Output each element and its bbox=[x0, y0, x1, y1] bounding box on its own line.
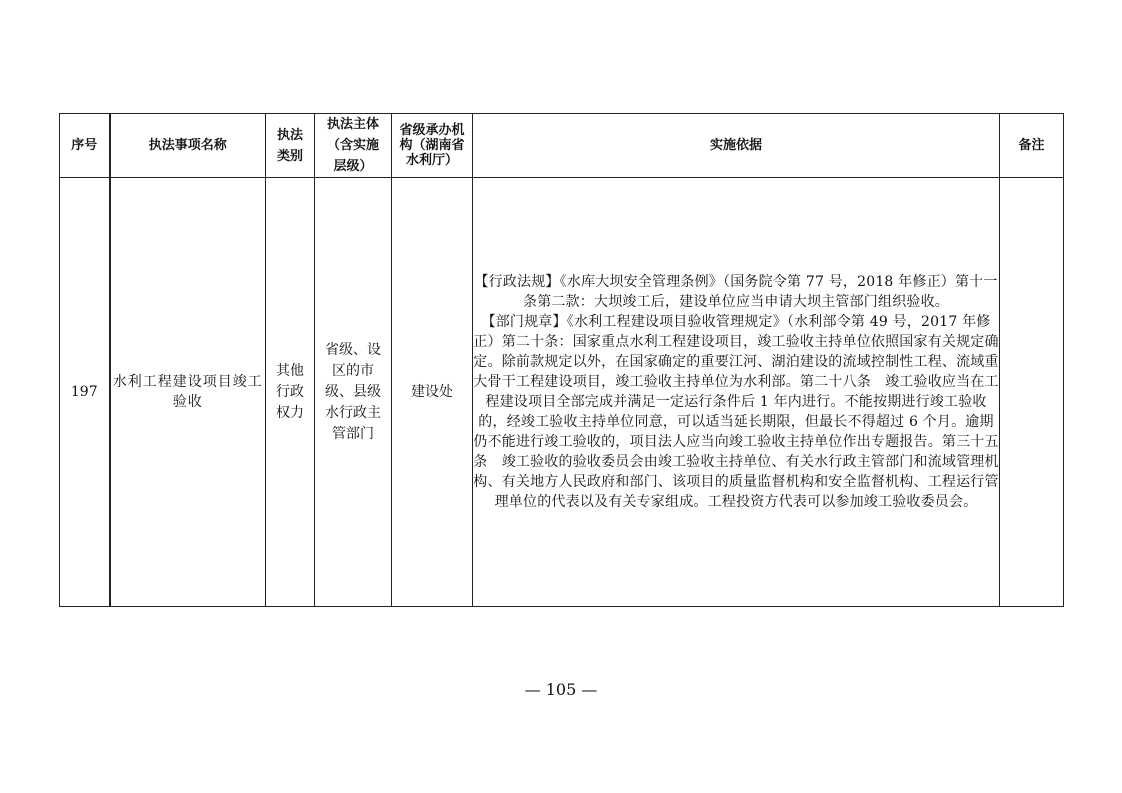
cell-remark bbox=[1000, 178, 1064, 607]
law-enforcement-table bbox=[59, 113, 1064, 607]
cell-office: 建设处 bbox=[392, 178, 473, 607]
cell-item-name: 水利工程建设项目竣工验收 bbox=[110, 178, 266, 607]
cell-category-text: 其他行政权力 bbox=[276, 362, 304, 421]
header-subject-text: 执法主体（含实施层级） bbox=[326, 117, 379, 174]
page-number: — 105 — bbox=[524, 680, 598, 699]
header-subject bbox=[315, 114, 392, 178]
header-seq: 序号 bbox=[60, 114, 110, 178]
basis-paragraph-regulation: 【行政法规】《水库大坝安全管理条例》（国务院令第 77 号，2018 年修正）第十一条第二款：大坝竣工后，建设单位应当申请大坝主管部门组织验收。 bbox=[474, 274, 998, 310]
header-category-text: 执法类别 bbox=[276, 127, 303, 164]
header-basis: 实施依据 bbox=[473, 114, 1000, 178]
cell-subject-text: 省级、设区的市级、县级水行政主管部门 bbox=[325, 341, 381, 442]
header-item-name: 执法事项名称 bbox=[110, 114, 266, 178]
cell-basis bbox=[473, 178, 1000, 607]
cell-seq: 197 bbox=[60, 178, 110, 607]
header-office bbox=[392, 114, 473, 178]
header-remark: 备注 bbox=[1000, 114, 1064, 178]
header-office-text: 省级承办机构（湖南省水利厅） bbox=[399, 123, 465, 168]
cell-subject bbox=[315, 178, 392, 607]
basis-paragraph-rule: 【部门规章】《水利工程建设项目验收管理规定》（水利部令第 49 号，2017 年修正）第二十条：国家重点水利工程建设项目，竣工验收主持单位依照国家有关规定确定。除前款规定以外，在国家确定的重要江河、湖泊建设的流域控制性工程、流域重大骨干工程建设项目，竣工验收主持单位为水利部。第二十八条 竣工验收应当在工程建设项目全部完成并满足一定运行条件后 1 年内进行。不能按期进行竣工验收的，经竣工验收主持单位同意，可以适当延长期限，但最长不得超过 6 个月。逾期仍不能进行竣工验收的，项目法人应当向竣工验收主持单位作出专题报告。第三十五条 竣工验收的验收委员会由竣工验收主持单位、有关水行政主管部门和流域管理机构、有关地方人民政府和部门、该项目的质量监督机构和安全监督机构、工程运行管理单位的代表以及有关专家组成。工程投资方代表可以参加竣工验收委员会。 bbox=[473, 314, 999, 510]
header-category bbox=[266, 114, 315, 178]
table-header-row bbox=[60, 114, 1064, 178]
cell-category bbox=[266, 178, 315, 607]
table-row bbox=[60, 178, 1064, 607]
